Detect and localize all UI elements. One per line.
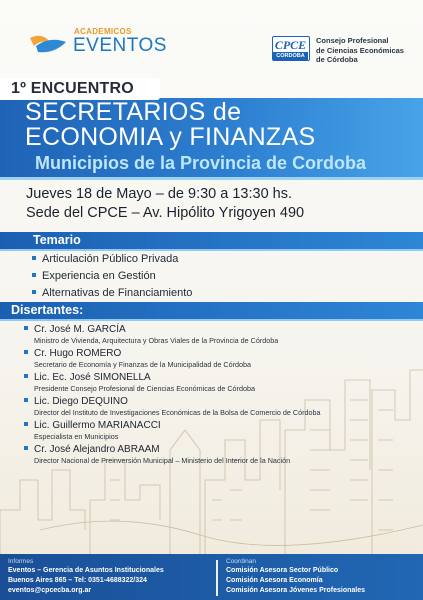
bullet-icon xyxy=(32,290,36,294)
speaker-name xyxy=(24,348,251,359)
bullet-icon xyxy=(24,446,28,450)
speaker-role: Secretario de Economía y Finanzas de la Municipalidad de Córdoba xyxy=(34,360,251,369)
consejo-name xyxy=(316,36,421,65)
disertantes-bar-strip xyxy=(0,319,423,321)
event-title-line2: ECONOMIA y FINANZAS xyxy=(25,123,316,151)
footer-informes-line: Eventos – Gerencia de Asuntos Institucionales xyxy=(8,567,164,574)
brand-title: EVENTOS xyxy=(73,35,167,56)
brand-subtitle: ACADEMICOS xyxy=(74,27,132,36)
temario-bar-strip xyxy=(0,249,423,251)
disertantes-heading-bar xyxy=(0,302,423,319)
temario-item-text: Articulación Público Privada xyxy=(42,253,179,265)
speaker-role: Director Nacional de Preinversión Municipal – Ministerio del Interior de la Nación xyxy=(34,456,291,465)
speaker-name xyxy=(24,444,290,455)
bullet-icon xyxy=(24,350,28,354)
disertantes-heading: Disertantes: xyxy=(11,303,84,317)
temario-heading-bar xyxy=(0,232,423,249)
temario-item-text: Alternativas de Financiamiento xyxy=(42,287,193,299)
speaker-name xyxy=(24,372,255,383)
cpce-logo-city: CORDOBA xyxy=(273,52,308,60)
temario-item xyxy=(32,270,156,282)
title-band-strip xyxy=(0,177,423,180)
footer-informes-line: Buenos Aires 865 – Tel: 0351-4688322/324 xyxy=(8,577,147,584)
temario-heading: Temario xyxy=(33,233,81,247)
consejo-line: de Córdoba xyxy=(316,55,358,64)
header xyxy=(0,0,423,70)
footer-divider xyxy=(216,560,218,596)
footer-coordinan-line: Comisión Asesora Economía xyxy=(226,577,323,584)
speaker-name-text: Lic. Diego DEQUINO xyxy=(34,396,128,407)
footer-informes-heading: Informes xyxy=(8,558,34,565)
speaker-item xyxy=(24,396,320,417)
speaker-item xyxy=(24,372,255,393)
speaker-role: Presidente Consejo Profesional de Ciencias Económicas de Córdoba xyxy=(34,384,255,393)
speaker-name-text: Cr. José M. GARCÍA xyxy=(34,324,126,335)
event-date: Jueves 18 de Mayo – de 9:30 a 13:30 hs. xyxy=(26,186,293,202)
cpce-logo-text: CPCE xyxy=(274,38,307,52)
speaker-name-text: Lic. Ec. José SIMONELLA xyxy=(34,372,151,383)
event-venue: Sede del CPCE – Av. Hipólito Yrigoyen 490 xyxy=(26,205,305,221)
speaker-role: Especialista en Municipios xyxy=(34,432,119,441)
speaker-role: Director del Instituto de Investigaciones Económicas de la Bolsa de Comercio de Córdoba xyxy=(34,408,321,417)
temario-item xyxy=(32,253,178,265)
speaker-name-text: Cr. José Alejandro ABRAAM xyxy=(34,444,160,455)
bullet-icon xyxy=(24,422,28,426)
bullet-icon xyxy=(24,326,28,330)
consejo-line: de Ciencias Económicas xyxy=(316,45,404,55)
speaker-name xyxy=(24,396,320,407)
event-subtitle: Municipios de la Provincia de Cordoba xyxy=(35,153,367,173)
cpce-logo xyxy=(272,36,310,61)
bullet-icon xyxy=(24,374,28,378)
speaker-name xyxy=(24,324,278,335)
bullet-icon xyxy=(32,256,36,260)
bullet-icon xyxy=(32,273,36,277)
speaker-item xyxy=(24,324,278,345)
speaker-item xyxy=(24,348,251,369)
footer-email-link[interactable]: eventos@cpcecba.org.ar xyxy=(8,587,92,594)
footer-coordinan-heading: Coordinan xyxy=(226,558,256,565)
speaker-name-text: Lic. Guillermo MARIANACCI xyxy=(34,420,161,431)
encuentro-label: 1º ENCUENTRO xyxy=(11,80,134,97)
consejo-line: Consejo Profesional xyxy=(316,36,389,45)
speaker-name xyxy=(24,420,161,431)
footer-coordinan-line: Comisión Asesora Sector Público xyxy=(226,567,339,574)
event-title-line1: SECRETARIOS de xyxy=(25,98,242,126)
speaker-role: Ministro de Vivienda, Arquitectura y Obras Viales de la Provincia de Córdoba xyxy=(34,336,279,345)
temario-item xyxy=(32,287,192,299)
speaker-name-text: Cr. Hugo ROMERO xyxy=(34,348,122,359)
temario-item-text: Experiencia en Gestión xyxy=(42,270,156,282)
speaker-item xyxy=(24,420,161,441)
speaker-item xyxy=(24,444,290,465)
bullet-icon xyxy=(24,398,28,402)
footer-coordinan-line: Comisión Asesora Jóvenes Profesionales xyxy=(226,587,366,594)
eventos-wing-logo-icon xyxy=(28,28,68,56)
